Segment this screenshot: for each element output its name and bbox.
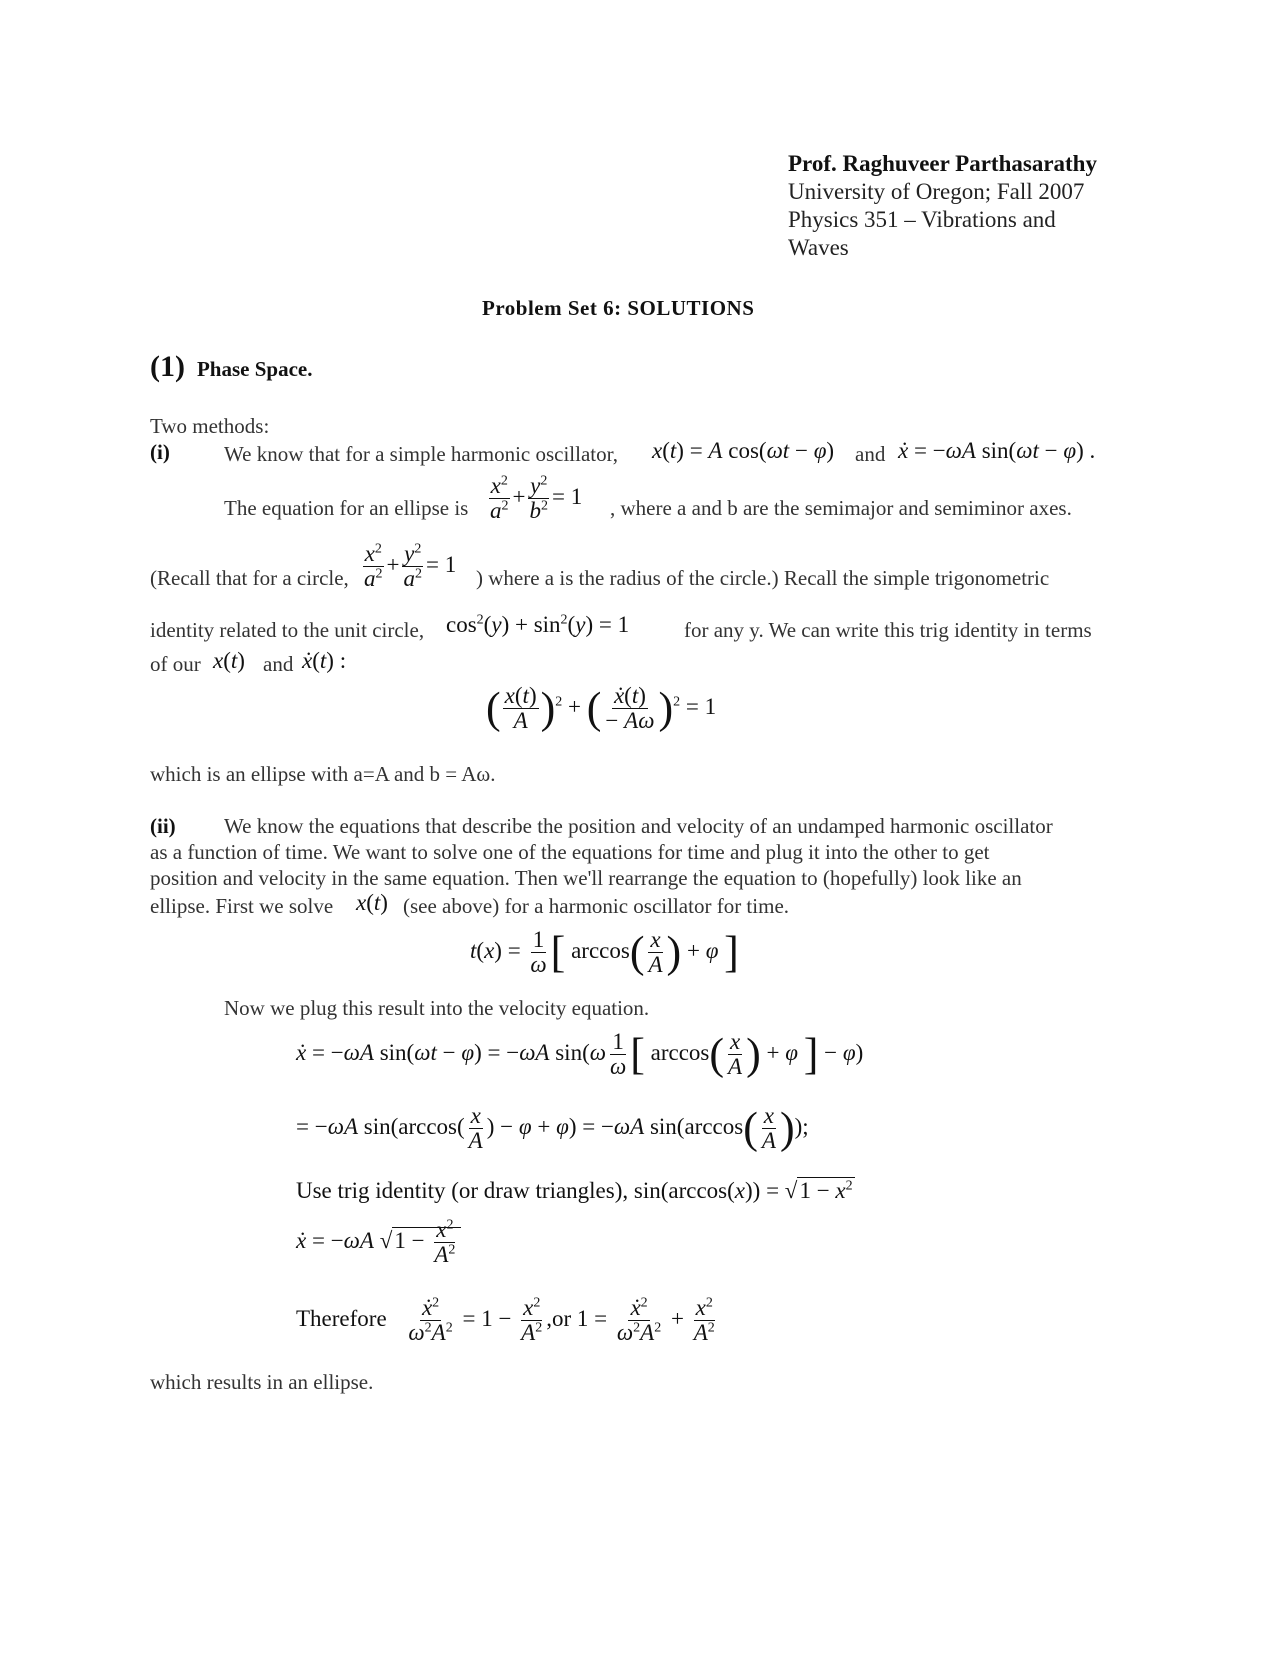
identity-line: identity related to the unit circle,: [150, 618, 425, 642]
final-text: which results in an ellipse.: [150, 1370, 374, 1394]
course-line-1: Physics 351 – Vibrations and: [788, 207, 1056, 232]
xdot-of-t: ẋ(t) :: [302, 648, 347, 673]
trig-identity: $\cos^2(y) + \sin^2(y) = 1$: [446, 612, 630, 637]
circle-equation: $\frac{x^2}{a^2}$ + $\frac{y^2}{a^2}$ = 1: [364, 541, 457, 592]
plug-in-text: Now we plug this result into the velocity equation.: [224, 996, 650, 1020]
affiliation: University of Oregon; Fall 2007: [788, 179, 1085, 204]
ii-line-3: position and velocity in the same equation. Then we'll rearrange the equation to (hopefully) look like an: [150, 866, 1022, 890]
ellipse-equation: $\frac{x^2}{a^2}$ + $\frac{y^2}{b^2}$ = 1: [490, 473, 583, 524]
author-name: Prof. Raghuveer Parthasarathy: [788, 151, 1097, 176]
therefore-line: Therefore $\frac{ẋ^2}{\omega^2A^2}$ = 1 − $\frac{x^2}{A^2}$ ,or 1 = $\frac{ẋ^2}{\omega^2A^2}$ + $\frac{x^2}{A^2}$: [296, 1295, 715, 1346]
ii-line-2: as a function of time. We want to solve one of the equations for time and plug it into the other to get: [150, 840, 990, 864]
two-methods: Two methods:: [150, 414, 270, 438]
problem-number: (1): [150, 350, 185, 383]
trig-identity-line: Use trig identity (or draw triangles), $\sin(\arccos(x)) = √1 - x^2$: [296, 1178, 853, 1203]
for-any: for any y. We can write this trig identity in terms: [684, 618, 1092, 642]
or-one-text: ,or 1: [546, 1305, 589, 1331]
ellipse-identity: ( $\frac{x(t)}{A}$ )$^2$ + ( $\frac{\text{ẋ(t)}}{- A\omega}$ )$^2$ = 1: [486, 683, 717, 734]
ii-line-4a: ellipse. First we solve: [150, 894, 334, 918]
recall-open: (Recall that for a circle,: [150, 566, 349, 590]
ii-line-1: We know the equations that describe the position and velocity of an undamped harmonic oscillator: [224, 814, 1053, 838]
velocity-substitution: ẋ = −ωA sin(ωt − φ) = −ωA sin(ω $\frac{1}{\omega}$ [ arccos( $\frac{x}{A}$ ) + φ ] − φ): [296, 1029, 864, 1080]
problem-heading: [150, 350, 312, 384]
ii-line-4b: (see above) for a harmonic oscillator for time.: [403, 894, 790, 918]
course-line-2: Waves: [788, 235, 849, 260]
of-our: of our: [150, 652, 201, 676]
position-equation: x(t) = A cos(ωt − φ): [652, 438, 835, 463]
therefore-text: Therefore: [296, 1305, 387, 1331]
x-of-t: x(t): [213, 648, 245, 673]
x-of-t-2: x(t): [356, 890, 388, 915]
velocity-equation: ẋ = −ωA sin(ωt − φ) .: [898, 438, 1096, 463]
method-ii-label: (ii): [150, 814, 176, 838]
velocity-simplified: = −ωA sin(arccos( $\frac{x}{A}$ ) − φ + φ) = −ωA sin(arccos( $\frac{x}{A}$ ));: [296, 1103, 809, 1154]
problem-name: Phase Space.: [196, 357, 313, 381]
velocity-sqrt: ẋ = −ωA √1 − $\frac{x^2}{A^2}$: [296, 1218, 461, 1267]
time-equation: t(x) = $\frac{1}{\omega}$ [ arccos( $\frac{x}{A}$ ) + φ ]: [470, 927, 739, 978]
use-trig-text: Use trig identity (or draw triangles),: [296, 1178, 629, 1203]
ellipse-result: which is an ellipse with a=A and b = Aω.: [150, 762, 496, 786]
recall-close: ) where a is the radius of the circle.) Recall the simple trigonometric: [476, 566, 1050, 590]
page-title: Problem Set 6: SOLUTIONS: [482, 296, 755, 320]
of-our-and: and: [263, 652, 294, 676]
and-word: and: [855, 442, 886, 466]
method-i-intro: We know that for a simple harmonic oscillator,: [224, 442, 619, 466]
ellipse-where: , where a and b are the semimajor and semiminor axes.: [610, 496, 1072, 520]
method-i-label: (i): [150, 440, 170, 464]
ellipse-intro: The equation for an ellipse is: [224, 496, 469, 520]
